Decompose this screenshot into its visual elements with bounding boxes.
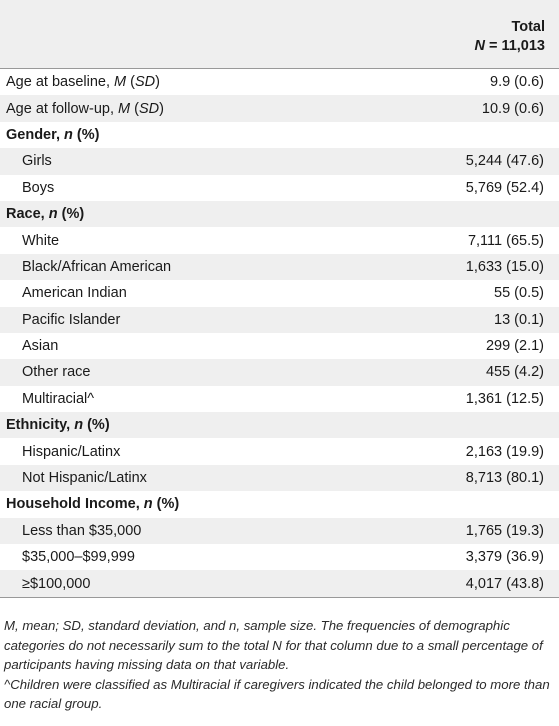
table-row <box>0 544 559 570</box>
column-n <box>368 35 559 69</box>
label-text: Asian <box>22 338 59 355</box>
label-italic: M <box>118 100 131 117</box>
label-text: ≥$100,000 <box>22 575 91 592</box>
label-text: Hispanic/Latinx <box>22 443 121 460</box>
row-value <box>368 122 559 148</box>
table-row <box>0 570 559 597</box>
row-value: 299 (2.1) <box>368 333 559 359</box>
table-body <box>0 69 559 598</box>
table-row <box>0 465 559 491</box>
label-italic: n <box>64 126 73 143</box>
column-title: Total <box>368 0 559 35</box>
row-label <box>0 227 368 253</box>
row-value: 3,379 (36.9) <box>368 544 559 570</box>
row-label <box>0 359 368 385</box>
label-text: ) <box>155 74 160 91</box>
table-row <box>0 95 559 121</box>
label-italic: n <box>143 496 153 513</box>
label-text: (%) <box>152 496 180 513</box>
table-row <box>0 333 559 359</box>
label-text: Black/African American <box>22 258 172 275</box>
table-row <box>0 227 559 253</box>
table-row <box>0 148 559 174</box>
row-label <box>0 280 368 306</box>
table-row <box>0 307 559 333</box>
row-value: 9.9 (0.6) <box>368 69 559 96</box>
row-label <box>0 95 368 121</box>
row-label <box>0 544 368 570</box>
note-abbreviations: M, mean; SD, standard deviation, and n, sample size. The frequencies of demographic categories do not necessarily sum to the total N for that column due to a small percentage of participants having missing data on that variable. <box>4 618 543 672</box>
label-italic: SD <box>139 100 160 117</box>
row-value: 13 (0.1) <box>368 307 559 333</box>
row-value: 8,713 (80.1) <box>368 465 559 491</box>
header-empty-cell <box>0 0 368 35</box>
note-multiracial: ^Children were classified as Multiracial if caregivers indicated the child belonged to more than one racial group. <box>4 676 550 711</box>
table-notes <box>4 616 552 714</box>
row-label <box>0 122 368 148</box>
row-label <box>0 518 368 544</box>
table-row <box>0 254 559 280</box>
label-text: Boys <box>22 179 55 196</box>
label-text: (%) <box>83 417 110 434</box>
label-text: White <box>22 232 60 249</box>
row-value: 5,244 (47.6) <box>368 148 559 174</box>
table-row <box>0 69 559 96</box>
row-value: 7,111 (65.5) <box>368 227 559 253</box>
label-text: (%) <box>57 206 85 223</box>
row-label <box>0 570 368 597</box>
table-section-row <box>0 201 559 227</box>
label-text: Girls <box>22 153 52 170</box>
row-value: 10.9 (0.6) <box>368 95 559 121</box>
label-text: Multiracial^ <box>22 390 95 407</box>
label-text: Less than $35,000 <box>22 522 142 539</box>
row-value: 1,361 (12.5) <box>368 386 559 412</box>
row-label <box>0 333 368 359</box>
table-row <box>0 280 559 306</box>
row-value <box>368 491 559 517</box>
label-italic: M <box>114 74 127 91</box>
label-text: American Indian <box>22 285 127 302</box>
row-label <box>0 148 368 174</box>
label-italic: n <box>48 206 58 223</box>
row-value <box>368 412 559 438</box>
table-row <box>0 518 559 544</box>
label-text: Race, <box>6 206 49 223</box>
header-empty-cell-2 <box>0 35 368 69</box>
row-value: 5,769 (52.4) <box>368 175 559 201</box>
table-row <box>0 386 559 412</box>
row-label <box>0 438 368 464</box>
row-value: 55 (0.5) <box>368 280 559 306</box>
label-italic: n <box>74 417 84 434</box>
table-section-row <box>0 412 559 438</box>
row-label <box>0 491 368 517</box>
row-label <box>0 254 368 280</box>
row-value: 4,017 (43.8) <box>368 570 559 597</box>
row-label <box>0 175 368 201</box>
label-text: ) <box>159 100 164 117</box>
row-label <box>0 386 368 412</box>
table-row <box>0 175 559 201</box>
row-value: 1,765 (19.3) <box>368 518 559 544</box>
label-text: Pacific Islander <box>22 311 121 328</box>
row-value <box>368 201 559 227</box>
n-symbol: N <box>474 38 485 54</box>
label-text: ( <box>130 100 139 117</box>
row-label <box>0 307 368 333</box>
label-text: $35,000–$99,999 <box>22 549 135 566</box>
row-value: 455 (4.2) <box>368 359 559 385</box>
label-text: Not Hispanic/Latinx <box>22 470 147 487</box>
label-text: Household Income, <box>6 496 144 513</box>
table-section-row <box>0 122 559 148</box>
label-text: Other race <box>22 364 91 381</box>
n-value: = 11,013 <box>488 38 545 54</box>
label-italic: SD <box>134 74 156 91</box>
row-value: 2,163 (19.9) <box>368 438 559 464</box>
label-text: Age at baseline, <box>6 74 115 91</box>
label-text: Ethnicity, <box>6 417 75 434</box>
table-row <box>0 438 559 464</box>
row-label <box>0 201 368 227</box>
label-text: Age at follow-up, <box>6 100 119 117</box>
label-text: (%) <box>72 126 100 143</box>
label-text: Gender, <box>6 126 65 143</box>
label-text: ( <box>126 74 135 91</box>
row-label <box>0 412 368 438</box>
row-label <box>0 69 368 96</box>
row-label <box>0 465 368 491</box>
table-row <box>0 359 559 385</box>
table-section-row <box>0 491 559 517</box>
row-value: 1,633 (15.0) <box>368 254 559 280</box>
